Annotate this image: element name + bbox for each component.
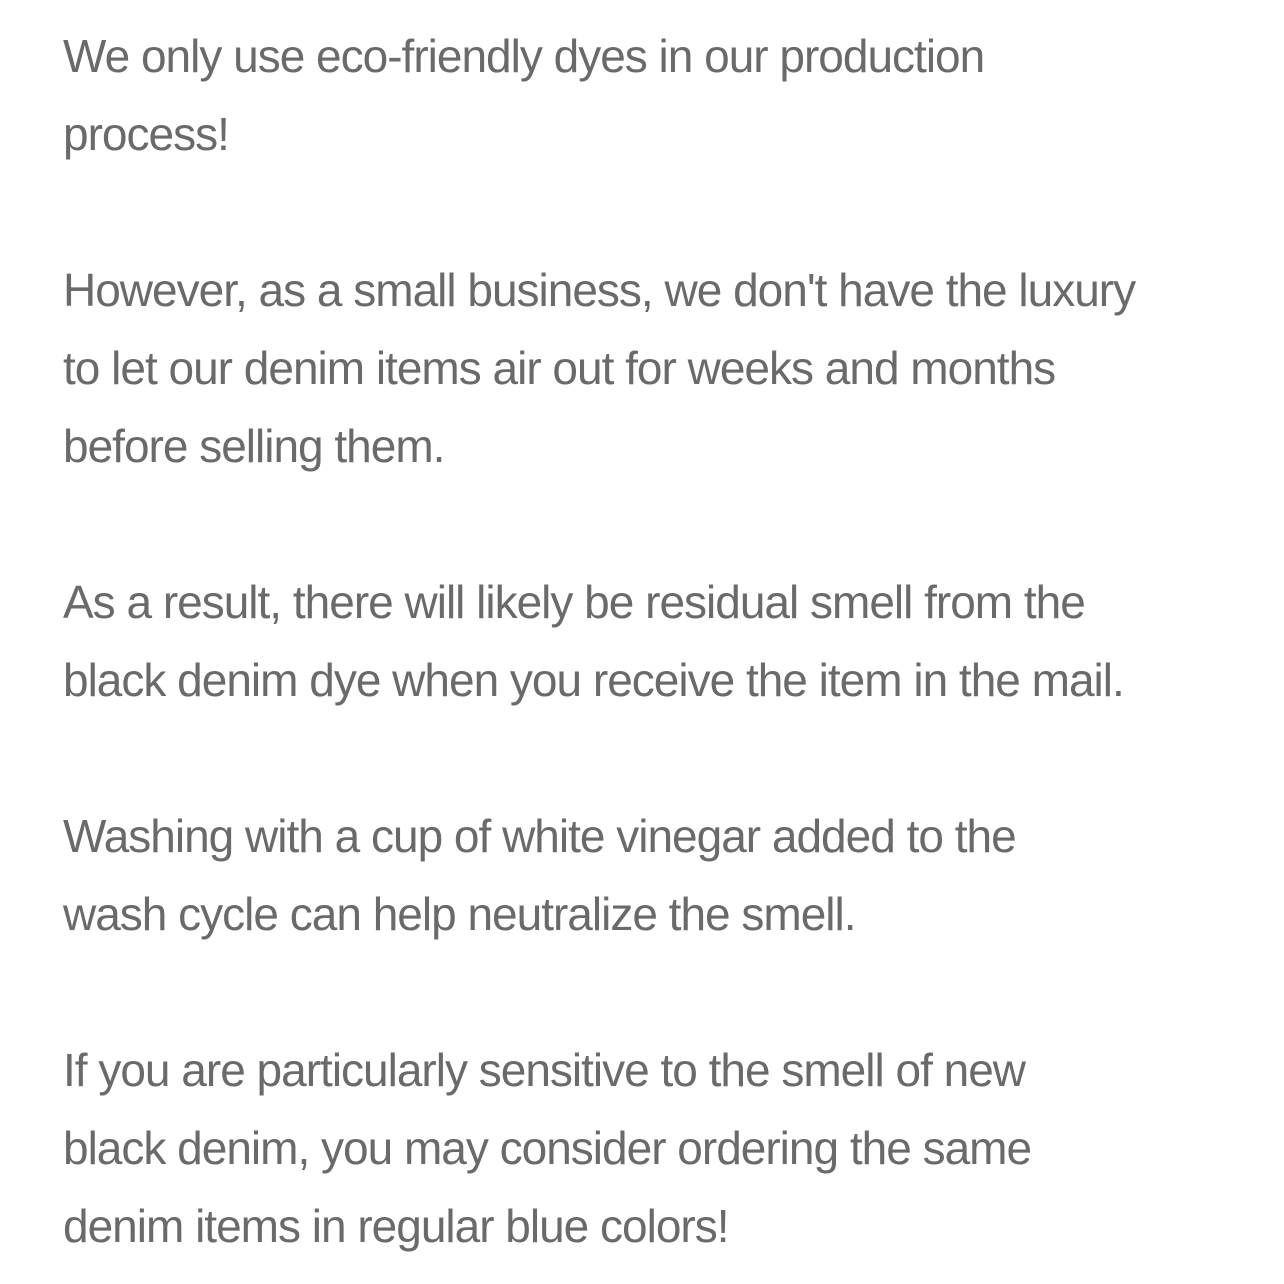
paragraph-blue-alternative [63,1031,1244,1265]
paragraph-residual-smell [63,563,1244,719]
paragraph-eco-dyes [63,17,1244,173]
paragraph-vinegar-tip [63,797,1244,953]
text-line: black denim, you may consider ordering the same [63,1122,1032,1174]
text-line: However, as a small business, we don't have the luxury [63,264,1136,316]
text-line: black denim dye when you receive the item in the mail. [63,654,1124,706]
text-line: If you are particularly sensitive to the smell of new [63,1044,1026,1096]
text-line: denim items in regular blue colors! [63,1200,729,1252]
text-line: We only use eco-friendly dyes in our production [63,30,985,82]
text-line: process! [63,108,229,160]
paragraph-small-business [63,251,1244,485]
text-line: before selling them. [63,420,445,472]
text-line: Washing with a cup of white vinegar added to the [63,810,1016,862]
text-line: As a result, there will likely be residual smell from the [63,576,1085,628]
text-line: wash cycle can help neutralize the smell. [63,888,856,940]
text-line: to let our denim items air out for weeks and months [63,342,1056,394]
